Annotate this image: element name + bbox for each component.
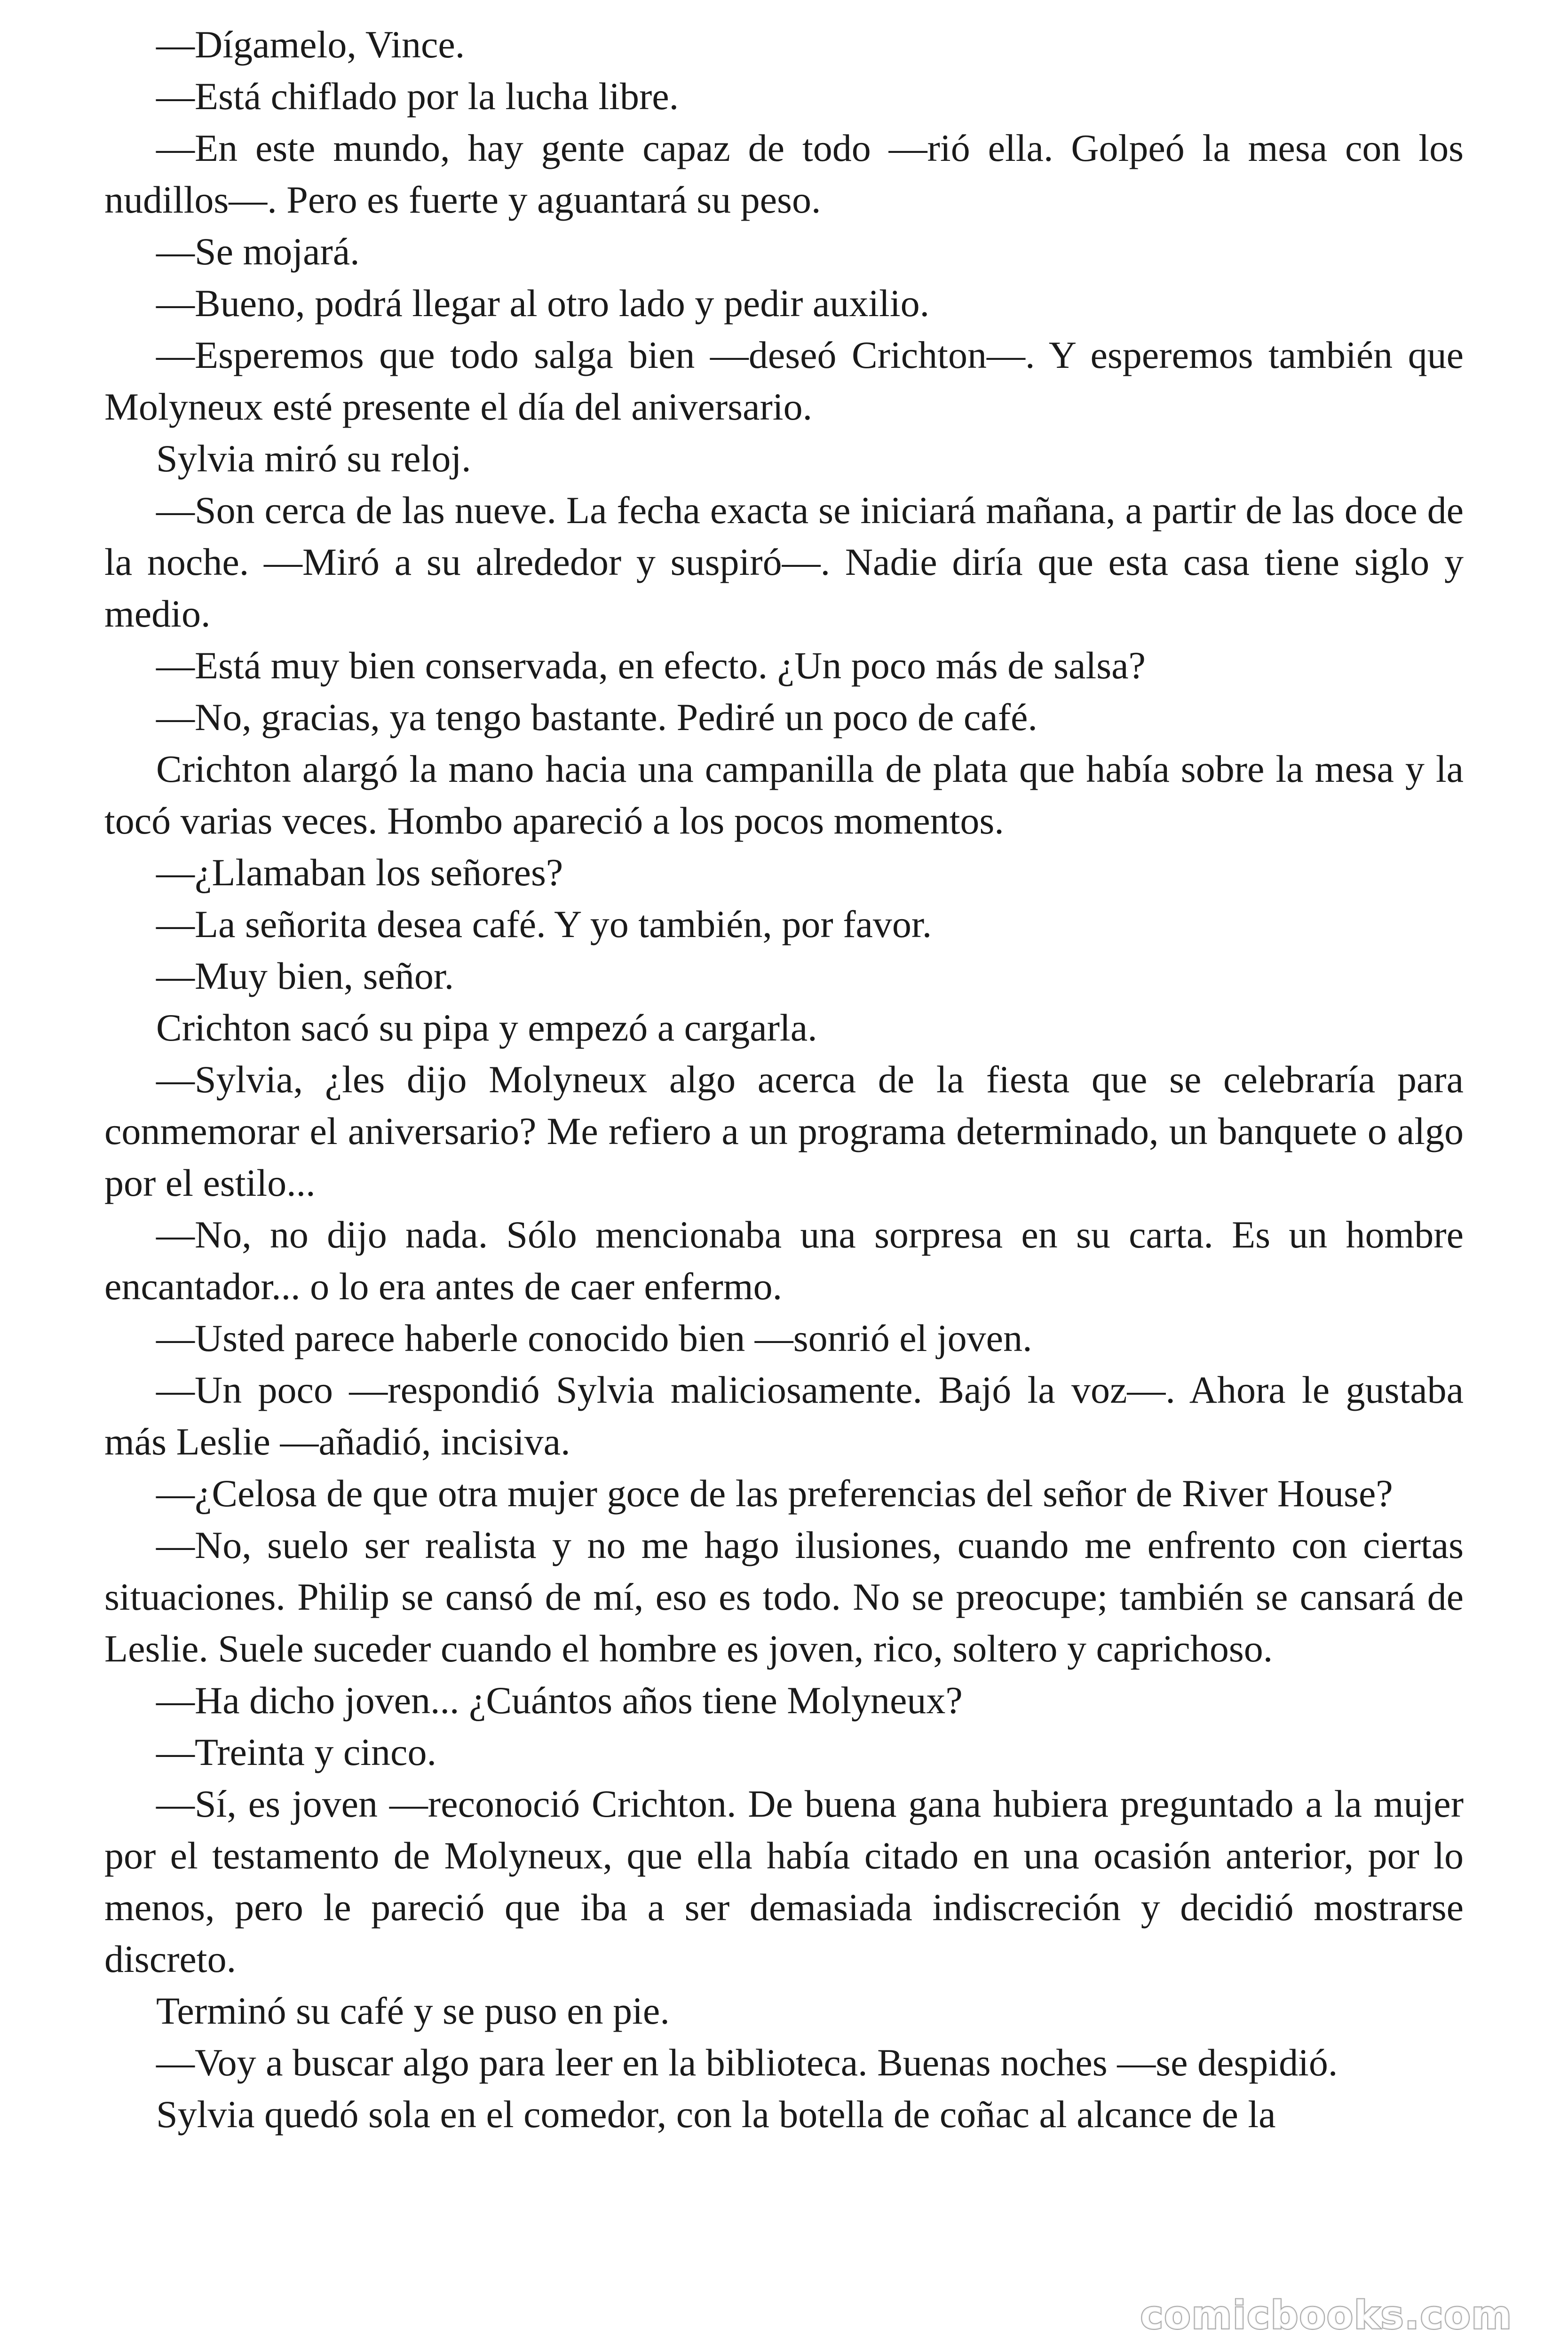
paragraph: —Sylvia, ¿les dijo Molyneux algo acerca de la fiesta que se celebraría para conmemorar el aniversario? Me refiero a un programa determinado, un banquete o algo por el estilo... xyxy=(104,1058,1464,1204)
paragraph: —No, no dijo nada. Sólo mencionaba una sorpresa en su carta. Es un hombre encantador... o lo era antes de caer enfermo. xyxy=(104,1213,1464,1308)
watermark: comicbooks.com xyxy=(1140,2293,1513,2338)
paragraph: —No, gracias, ya tengo bastante. Pediré un poco de café. xyxy=(156,696,1037,739)
paragraph: —Dígamelo, Vince. xyxy=(156,23,465,66)
paragraph: —No, suelo ser realista y no me hago ilusiones, cuando me enfrento con ciertas situaciones. Philip se cansó de mí, eso es todo. No se preocupe; también se cansará de Leslie. Suele suceder cuando el hombre es joven, rico, soltero y caprichoso. xyxy=(104,1524,1464,1670)
paragraph: Terminó su café y se puso en pie. xyxy=(156,1989,670,2032)
paragraph: —Está chiflado por la lucha libre. xyxy=(156,75,679,118)
paragraph: —Un poco —respondió Sylvia maliciosamente. Bajó la voz—. Ahora le gustaba más Leslie —añadió, incisiva. xyxy=(104,1368,1464,1463)
paragraph: —Esperemos que todo salga bien —deseó Crichton—. Y esperemos también que Molyneux esté presente el día del aniversario. xyxy=(104,334,1464,428)
paragraph: Crichton sacó su pipa y empezó a cargarla. xyxy=(156,1006,817,1049)
paragraph: —La señorita desea café. Y yo también, por favor. xyxy=(156,903,932,946)
paragraph: —Sí, es joven —reconoció Crichton. De buena gana hubiera preguntado a la mujer por el testamento de Molyneux, que ella había citado en una ocasión anterior, por lo menos, pero le pareció que iba a ser demasiada indiscreción y decidió mostrarse discreto. xyxy=(104,1782,1464,1980)
paragraph: —Está muy bien conservada, en efecto. ¿Un poco más de salsa? xyxy=(156,644,1146,687)
paragraph: —Treinta y cinco. xyxy=(156,1731,436,1773)
paragraph: Sylvia miró su reloj. xyxy=(156,437,471,480)
paragraph: —En este mundo, hay gente capaz de todo —rió ella. Golpeó la mesa con los nudillos—. Pero es fuerte y aguantará su peso. xyxy=(104,127,1464,221)
paragraph: —¿Celosa de que otra mujer goce de las preferencias del señor de River House? xyxy=(156,1472,1393,1515)
paragraph: —Ha dicho joven... ¿Cuántos años tiene Molyneux? xyxy=(156,1679,963,1722)
paragraph: —Voy a buscar algo para leer en la biblioteca. Buenas noches —se despidió. xyxy=(156,2041,1338,2084)
paragraph: Crichton alargó la mano hacia una campanilla de plata que había sobre la mesa y la tocó varias veces. Hombo apareció a los pocos momentos. xyxy=(104,747,1464,842)
paragraph: —Muy bien, señor. xyxy=(156,954,454,997)
paragraph: —Bueno, podrá llegar al otro lado y pedir auxilio. xyxy=(156,282,930,325)
paragraph: Sylvia quedó sola en el comedor, con la botella de coñac al alcance de la xyxy=(156,2093,1276,2136)
paragraph: —Se mojará. xyxy=(156,230,360,273)
book-page-text xyxy=(104,19,1464,2140)
paragraph: —Son cerca de las nueve. La fecha exacta se iniciará mañana, a partir de las doce de la noche. —Miró a su alrededor y suspiró—. Nadie diría que esta casa tiene siglo y medio. xyxy=(104,489,1464,635)
paragraph: —Usted parece haberle conocido bien —sonrió el joven. xyxy=(156,1317,1032,1359)
paragraph: —¿Llamaban los señores? xyxy=(156,851,563,894)
